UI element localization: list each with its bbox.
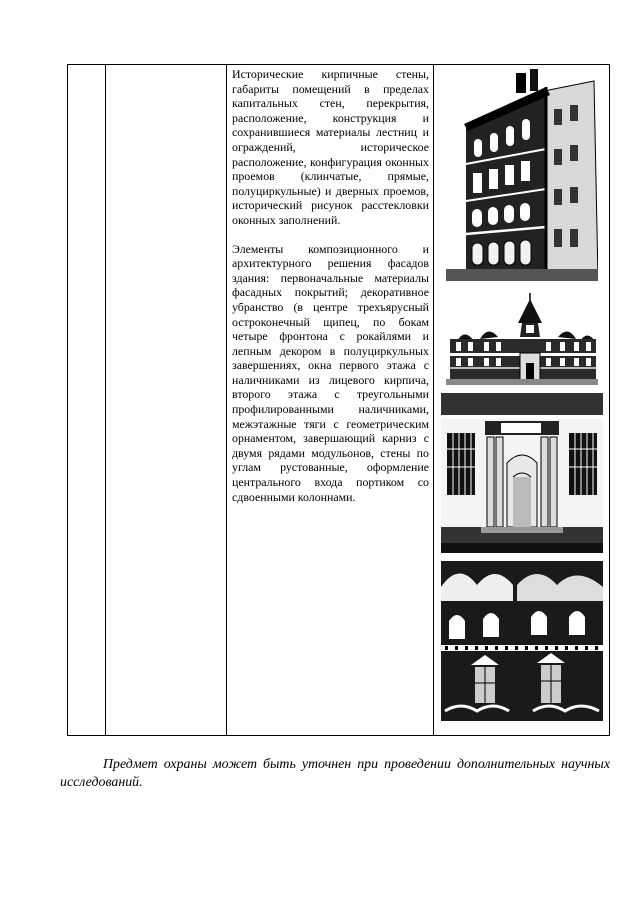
protection-description-cell <box>227 65 434 736</box>
interior-elements-paragraph: Исторические кирпичные стены, габариты помещений в пределах капитальных стен, перекрытия, расположение, конструкция и сохранившиеся материалы лестниц и ограждений, историческое расположение, конфигурация оконных проемов (клинчатые, прямые, полуциркульные) и дверных проемов, исторический рисунок расстекловки оконных заполнений. <box>232 67 429 227</box>
building-corner-photo <box>446 69 598 281</box>
photo-cell <box>434 65 610 736</box>
facade-closeup-photo <box>441 561 603 721</box>
facade-elements-paragraph: Элементы композиционного и архитектурного решения фасадов здания: первоначальные материалы фасадных покрытий; декоративное убранство (в центре трехъярусный остроконечный щипец, по бокам четыре фронтона с рокайлями и лепным декором в полуциркульных завершениях, окна первого этажа с наличниками из лицевого кирпича, второго этажа с треугольными профилированными наличниками, межэтажные тяги с геометрическим орнаментом, завершающий карниз с двумя рядами модульонов, стены по углам рустованные, оформление центрального входа портиком со сдвоенными колоннами. <box>232 241 429 504</box>
row-number-cell <box>68 65 106 736</box>
protection-subject-note: Предмет охраны может быть уточнен при проведении дополнительных научных исследований. <box>60 757 610 790</box>
object-name-cell <box>106 65 227 736</box>
protection-subject-table <box>67 64 609 736</box>
portal-entrance-photo <box>441 393 603 553</box>
facade-spire-photo <box>446 293 598 385</box>
